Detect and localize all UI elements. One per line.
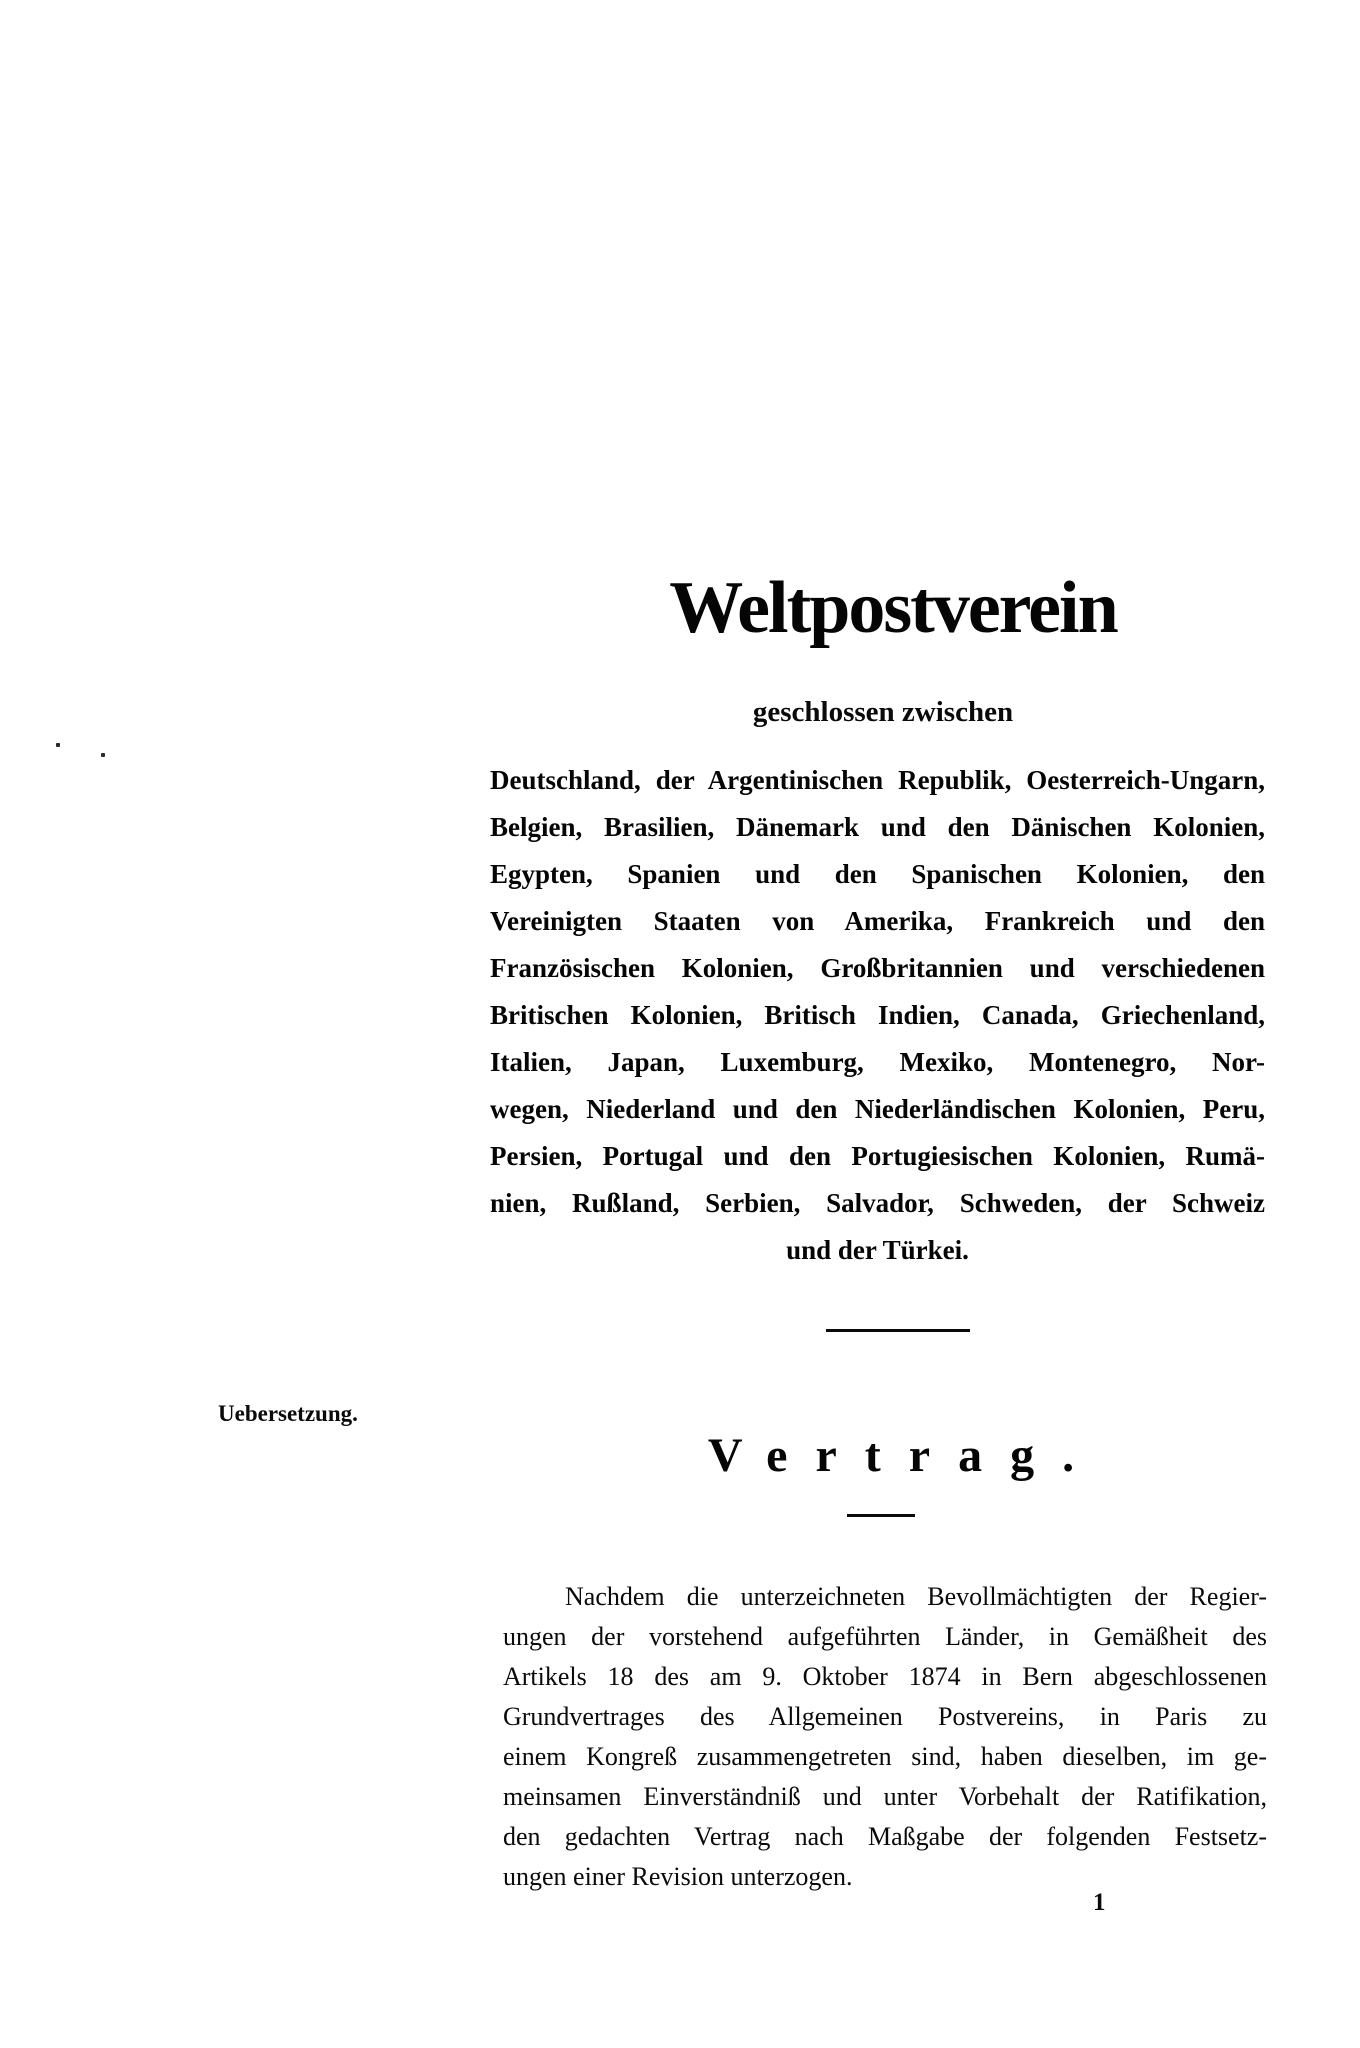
body-line: den gedachten Vertrag nach Maßgabe der folgenden Festsetz- <box>503 1822 1267 1851</box>
divider-rule <box>826 1329 970 1332</box>
divider-rule <box>847 1514 915 1517</box>
margin-note-translation: Uebersetzung. <box>218 1401 358 1426</box>
parties-line: Vereinigten Staaten von Amerika, Frankreich und den <box>490 906 1265 936</box>
contracting-parties-paragraph <box>490 757 1265 1274</box>
page-number: 1 <box>1093 1889 1106 1916</box>
parties-line: Deutschland, der Argentinischen Republik, Oesterreich-Ungarn, <box>490 765 1265 795</box>
body-line: ungen der vorstehend aufgeführten Länder, in Gemäßheit des <box>503 1622 1267 1651</box>
document-title: Weltpostverein <box>669 567 1117 649</box>
parties-line: Britischen Kolonien, Britisch Indien, Canada, Griechenland, <box>490 1000 1265 1030</box>
body-line: meinsamen Einverständniß und unter Vorbehalt der Ratifikation, <box>503 1782 1267 1811</box>
parties-line: Französischen Kolonien, Großbritannien und verschiedenen <box>490 953 1265 983</box>
body-line: Grundvertrages des Allgemeinen Postvereins, in Paris zu <box>503 1702 1267 1731</box>
body-line: einem Kongreß zusammengetreten sind, haben dieselben, im ge- <box>503 1742 1267 1771</box>
scan-speck <box>56 743 60 747</box>
parties-line: wegen, Niederland und den Niederländischen Kolonien, Peru, <box>490 1094 1265 1124</box>
parties-line: und der Türkei. <box>786 1235 969 1265</box>
parties-line: Persien, Portugal und den Portugiesischen Kolonien, Rumä- <box>490 1141 1265 1171</box>
body-line: Nachdem die unterzeichneten Bevollmächtigten der Regier- <box>565 1582 1267 1611</box>
parties-line: nien, Rußland, Serbien, Salvador, Schweden, der Schweiz <box>490 1188 1265 1218</box>
parties-line: Egypten, Spanien und den Spanischen Kolonien, den <box>490 859 1265 889</box>
scan-speck <box>101 753 105 757</box>
body-line: ungen einer Revision unterzogen. <box>503 1862 853 1891</box>
body-line: Artikels 18 des am 9. Oktober 1874 in Bern abgeschlossenen <box>503 1662 1267 1691</box>
preamble-paragraph <box>503 1577 1267 1897</box>
parties-line: Italien, Japan, Luxemburg, Mexiko, Montenegro, Nor- <box>490 1047 1265 1077</box>
document-subtitle: geschlossen zwischen <box>752 696 1014 728</box>
section-heading-vertrag: Vertrag. <box>707 1429 1103 1482</box>
parties-line: Belgien, Brasilien, Dänemark und den Dänischen Kolonien, <box>490 812 1265 842</box>
